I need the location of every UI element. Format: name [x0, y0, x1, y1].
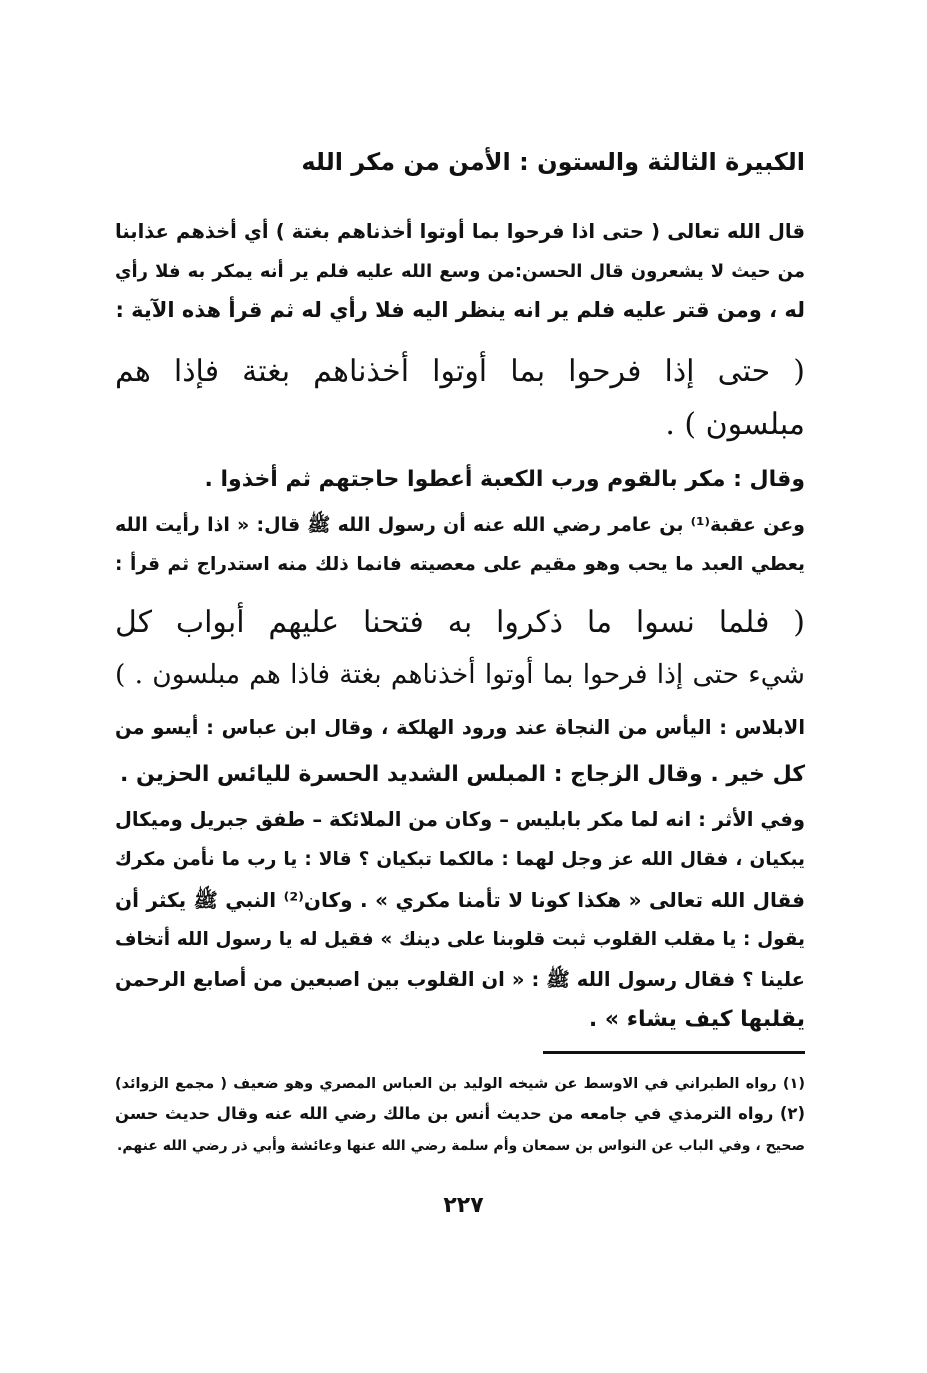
text-line: يقلبها كيف يشاء » .	[588, 1007, 805, 1032]
quran-verse-line: مبلسون ) .	[665, 407, 805, 442]
footnote-line: (٢) رواه الترمذي في جامعه من حديث أنس بن مالك رضي الله عنه وقال حديث حسن	[115, 1104, 805, 1123]
text-line: وقال : مكر بالقوم ورب الكعبة أعطوا حاجتهم ثم أخذوا .	[204, 467, 805, 492]
quran-verse-line: شيء حتى إذا فرحوا بما أوتوا أخذناهم بغتة فاذا هم مبلسون . )	[115, 659, 805, 690]
page-number: ٢٢٧	[443, 1193, 484, 1218]
footnote-divider	[543, 1051, 805, 1054]
quran-verse-line: ( حتى إذا فرحوا بما أوتوا أخذناهم بغتة فإذا هم	[115, 354, 805, 389]
quran-verse-line: ( فلما نسوا ما ذكروا به فتحنا عليهم أبواب كل	[115, 605, 805, 640]
text-line: قال الله تعالى ( حتى اذا فرحوا بما أوتوا أخذناهم بغتة ) أي أخذهم عذابنا	[115, 220, 805, 243]
text-line: له ، ومن قتر عليه فلم ير انه ينظر اليه فلا رأي له ثم قرأ هذه الآية :	[115, 298, 805, 322]
text-line: وفي الأثر : انه لما مكر بابليس – وكان من الملائكة – طفق جبريل وميكال	[115, 808, 805, 831]
text-line: من حيث لا يشعرون قال الحسن:من وسع الله عليه فلم ير أنه يمكر به فلا رأي	[115, 261, 805, 282]
text-line: كل خير . وقال الزجاج : المبلس الشديد الحسرة لليائس الحزين .	[119, 762, 805, 787]
text-line: فقال الله تعالى « هكذا كونا لا تأمنا مكري » . وكان⁽²⁾ النبي ﷺ يكثر أن	[115, 888, 805, 912]
text-line: الابلاس : اليأس من النجاة عند ورود الهلكة ، وقال ابن عباس : أيسو من	[115, 716, 805, 739]
text-line: يبكيان ، فقال الله عز وجل لهما : مالكما تبكيان ؟ قالا : يا رب ما نأمن مكرك	[115, 849, 805, 870]
text-line: وعن عقبة⁽¹⁾ بن عامر رضي الله عنه أن رسول الله ﷺ قال: « اذا رأيت الله	[115, 514, 805, 536]
footnote-line: (١) رواه الطبراني في الاوسط عن شيخه الوليد بن العباس المصري وهو ضعيف ( مجمع الزوائد)	[115, 1076, 805, 1092]
text-line: علينا ؟ فقال رسول الله ﷺ : « ان القلوب بين اصبعين من أصابع الرحمن	[115, 968, 805, 991]
footnote-line: صحيح ، وفي الباب عن النواس بن سمعان وأم سلمة رضي الله عنها وعائشة وأبي ذر رضي الله عنهم.	[117, 1138, 805, 1154]
text-line: يعطي العبد ما يحب وهو مقيم على معصيته فانما ذلك منه استدراج ثم قرأ :	[115, 554, 805, 575]
text-line: يقول : يا مقلب القلوب ثبت قلوبنا على دينك » فقيل له يا رسول الله أتخاف	[115, 929, 805, 950]
chapter-title: الكبيرة الثالثة والستون : الأمن من مكر الله	[301, 148, 805, 176]
